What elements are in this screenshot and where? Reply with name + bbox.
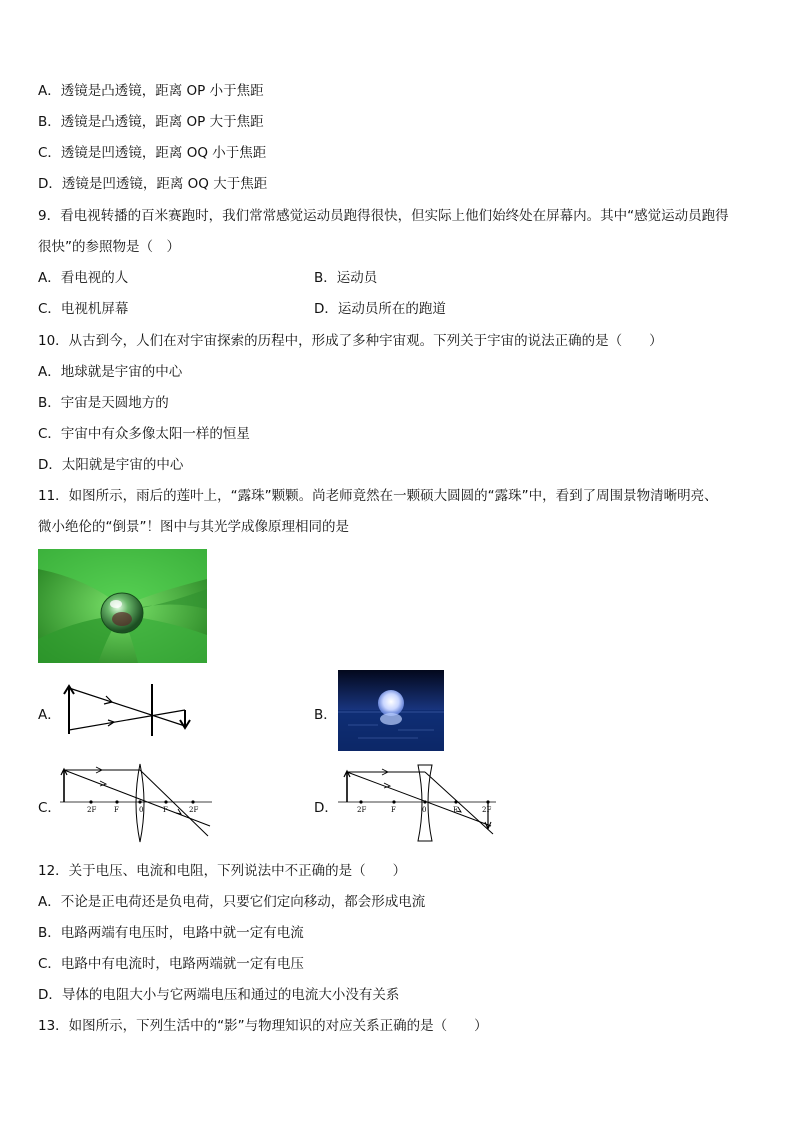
c-label-f-right: F (163, 806, 168, 814)
convex-lens-diagram (60, 762, 212, 846)
q12-stem: 12．关于电压、电流和电阻，下列说法中不正确的是（ ） (38, 863, 407, 879)
q11-option-c-label: C． (38, 800, 61, 816)
moon-reflection-photo (338, 670, 444, 751)
q8-option-c: C．透镜是凹透镜，距离 OQ 小于焦距 (38, 145, 267, 161)
q8-option-d: D．透镜是凹透镜，距离 OQ 大于焦距 (38, 176, 268, 192)
q12-option-b: B．电路两端有电压时，电路中就一定有电流 (38, 925, 304, 941)
q9-stem-line1: 9．看电视转播的百米赛跑时，我们常常感觉运动员跑得很快，但实际上他们始终处在屏幕内。其中“感觉运动员跑得 (38, 208, 729, 224)
d-label-2f-left: 2F (357, 806, 367, 814)
q12-option-c: C．电路中有电流时，电路两端就一定有电压 (38, 956, 304, 972)
q9-option-c: C．电视机屏幕 (38, 301, 129, 317)
q8-option-b: B．透镜是凸透镜，距离 OP 大于焦距 (38, 114, 264, 130)
d-label-f-right: F (453, 806, 458, 814)
c-label-f-left: F (114, 806, 119, 814)
q11-option-a-label: A． (38, 707, 61, 723)
q10-stem: 10．从古到今，人们在对宇宙探索的历程中，形成了多种宇宙观。下列关于宇宙的说法正确的是（ ） (38, 333, 663, 349)
d-label-f-left: F (391, 806, 396, 814)
q10-option-a: A．地球就是宇宙的中心 (38, 364, 183, 380)
q10-option-b: B．宇宙是天圆地方的 (38, 395, 169, 411)
c-label-2f-right: 2F (189, 806, 199, 814)
q9-stem-line2: 很快”的参照物是（ ） (38, 239, 180, 255)
q9-option-a: A．看电视的人 (38, 270, 129, 286)
q12-option-d: D．导体的电阻大小与它两端电压和通过的电流大小没有关系 (38, 987, 400, 1003)
q9-option-b: B．运动员 (314, 270, 378, 286)
q11-stem-line2: 微小绝伦的“倒景”！图中与其光学成像原理相同的是 (38, 519, 349, 535)
dewdrop-photo (38, 549, 207, 663)
q10-option-c: C．宇宙中有众多像太阳一样的恒星 (38, 426, 250, 442)
q11-option-d-label: D． (314, 800, 338, 816)
q13-stem: 13．如图所示，下列生活中的“影”与物理知识的对应关系正确的是（ ） (38, 1018, 488, 1034)
c-label-2f-left: 2F (87, 806, 97, 814)
q10-option-d: D．太阳就是宇宙的中心 (38, 457, 184, 473)
c-label-o: 0 (139, 806, 144, 814)
q12-option-a: A．不论是正电荷还是负电荷，只要它们定向移动，都会形成电流 (38, 894, 426, 910)
q11-option-b-label: B． (314, 707, 337, 723)
d-label-2f-right: 2F (482, 806, 492, 814)
q8-option-a: A．透镜是凸透镜，距离 OP 小于焦距 (38, 83, 264, 99)
q9-option-d: D．运动员所在的跑道 (314, 301, 446, 317)
concave-lens-diagram (338, 762, 496, 846)
q11-stem-line1: 11．如图所示，雨后的莲叶上，“露珠”颗颗。尚老师竟然在一颗硕大圆圆的“露珠”中，看到了周围景物清晰明亮、 (38, 488, 718, 504)
d-label-o: 0 (422, 806, 427, 814)
pinhole-diagram (60, 682, 195, 738)
